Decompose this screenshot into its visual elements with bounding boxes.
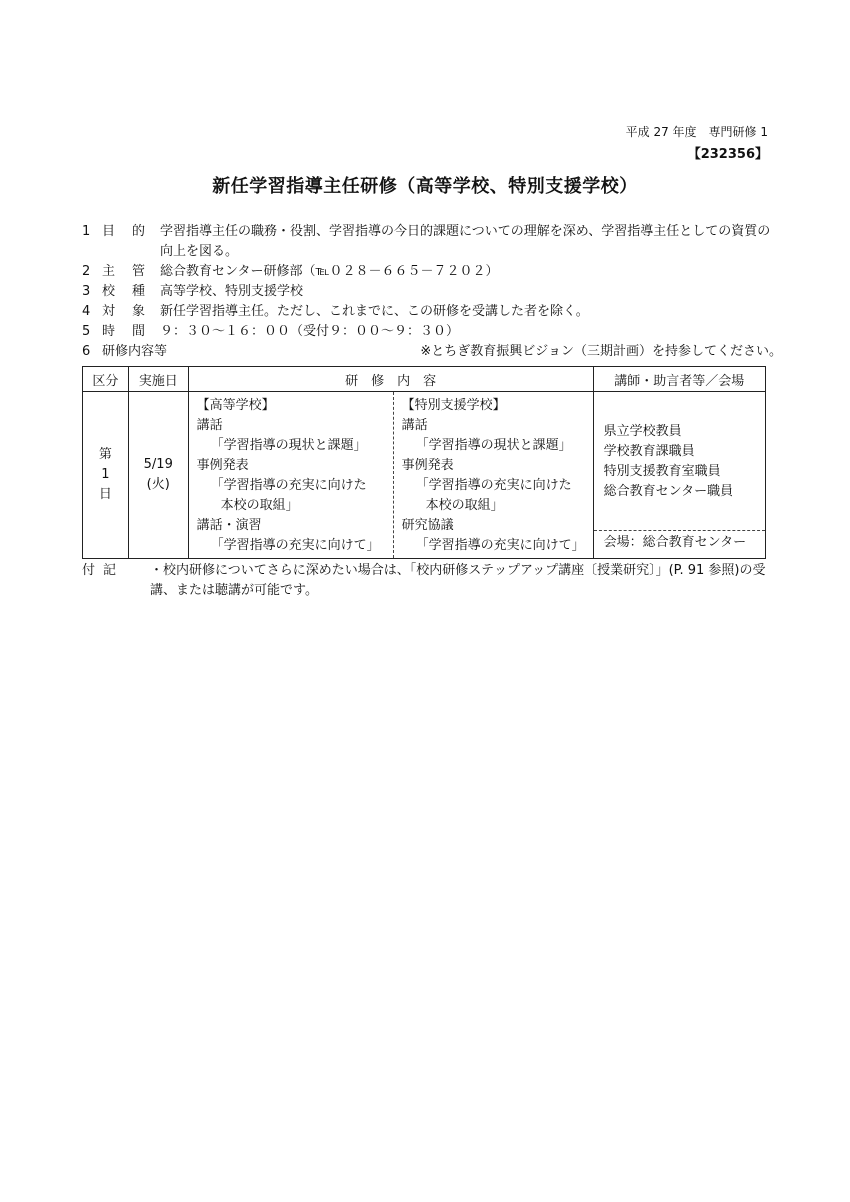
item-number: 4	[82, 304, 91, 319]
staff-cell	[593, 392, 765, 559]
staff-item: 総合教育センター職員	[603, 484, 734, 499]
content-special-support-school	[393, 392, 593, 559]
item-label: 対 象	[102, 304, 148, 319]
weekday-value: (火)	[146, 477, 170, 492]
content-line: 「学習指導の現状と課題」	[415, 438, 572, 453]
bring-vision-note: ※とちぎ教育振興ビジョン（三期計画）を持参してください。	[420, 344, 782, 359]
content-line: 「学習指導の現状と課題」	[210, 438, 367, 453]
venue: 会場：総合教育センター	[594, 530, 765, 555]
outline-item-content	[82, 342, 782, 362]
staff-item: 県立学校教員	[603, 424, 682, 439]
item-label: 研修内容等	[102, 344, 168, 359]
day-char: 1	[101, 467, 110, 482]
item-label: 目 的	[102, 224, 148, 239]
supplementary-note	[82, 561, 782, 601]
date-cell	[128, 392, 188, 559]
item-label: 校 種	[102, 284, 148, 299]
item-number: 3	[82, 284, 91, 299]
table-header-row	[83, 367, 766, 392]
table-row	[83, 392, 766, 559]
header-kubun: 区分	[83, 367, 129, 392]
staff-item: 学校教育課職員	[603, 444, 695, 459]
outline-item-purpose	[82, 222, 782, 262]
header-staff: 講師・助言者等／会場	[593, 367, 765, 392]
content-line: 「学習指導の充実に向けた	[415, 478, 572, 493]
content-line: 【特別支援学校】	[401, 398, 506, 413]
content-line: 研究協議	[401, 518, 454, 533]
item-number: 5	[82, 324, 91, 339]
outline-item-target	[82, 302, 782, 322]
content-line: 講話	[196, 418, 223, 433]
content-line: 講話・演習	[196, 518, 262, 533]
page-title: 新任学習指導主任研修（高等学校、特別支援学校）	[212, 176, 638, 197]
staff-item: 特別支援教育室職員	[603, 464, 721, 479]
content-line: 事例発表	[401, 458, 454, 473]
item-text: ９：３０～１６：００（受付９：００～９：３０）	[160, 324, 460, 339]
item-label: 主 管	[102, 264, 148, 279]
item-label: 時 間	[102, 324, 148, 339]
day-cell	[83, 392, 129, 559]
outline-item-time	[82, 322, 782, 342]
day-char: 日	[98, 487, 112, 502]
outline-item-school-type	[82, 282, 782, 302]
header-year-line: 平成 27 年度 専門研修 1	[625, 125, 768, 139]
outline-item-organizer	[82, 262, 782, 282]
content-line: 「学習指導の充実に向けて」	[415, 538, 585, 553]
item-text: 学習指導主任の職務・役割、学習指導の今日的課題についての理解を深め、学習指導主任としての資質の向上を図る。	[160, 224, 771, 259]
outline-list	[82, 222, 782, 362]
content-line: 「学習指導の充実に向けた	[210, 478, 367, 493]
content-line: 事例発表	[196, 458, 249, 473]
content-line: 本校の取組」	[220, 498, 299, 513]
content-high-school	[188, 392, 393, 559]
header-date: 実施日	[128, 367, 188, 392]
header-content: 研 修 内 容	[188, 367, 593, 392]
item-number: 6	[82, 344, 91, 359]
item-number: 1	[82, 224, 91, 239]
item-text: 高等学校、特別支援学校	[160, 284, 304, 299]
content-line: 「学習指導の充実に向けて」	[210, 538, 380, 553]
schedule-table	[82, 366, 766, 559]
day-char: 第	[98, 447, 112, 462]
content-line: 【高等学校】	[196, 398, 275, 413]
staff-list	[594, 392, 765, 530]
item-text: 総合教育センター研修部（℡０２８－６６５－７２０２）	[160, 264, 499, 279]
content-line: 本校の取組」	[425, 498, 504, 513]
item-number: 2	[82, 264, 91, 279]
item-text: 新任学習指導主任。ただし、これまでに、この研修を受講した者を除く。	[160, 304, 589, 319]
date-value: 5/19	[143, 457, 173, 472]
note-label: 付記	[82, 563, 125, 578]
header-course-code: 【232356】	[687, 147, 768, 162]
content-line: 講話	[401, 418, 428, 433]
note-text: ・校内研修についてさらに深めたい場合は、「校内研修ステップアップ講座〔授業研究〕」(P. 91 参照)の受講、または聴講が可能です。	[150, 563, 766, 598]
